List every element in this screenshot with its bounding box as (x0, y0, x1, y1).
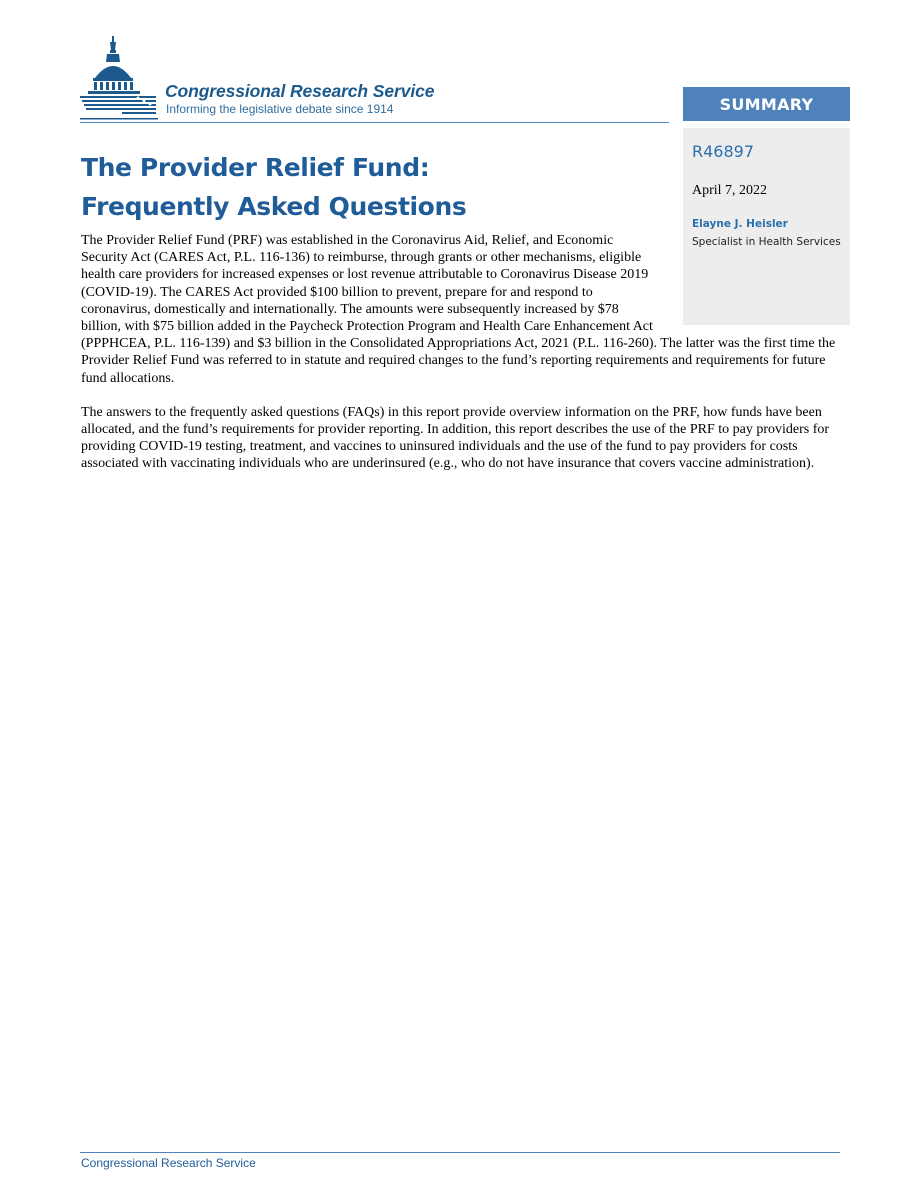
sidebar-wrap-spacer (654, 232, 841, 324)
document-body (81, 232, 841, 490)
header-divider (80, 122, 669, 123)
footer-divider (80, 1152, 840, 1153)
org-tagline: Informing the legislative debate since 1914 (166, 102, 394, 116)
title-line-1: The Provider Relief Fund: (81, 153, 430, 182)
author-title: Specialist in Health Services (692, 236, 841, 248)
report-date: April 7, 2022 (692, 183, 768, 198)
report-number: R46897 (692, 142, 755, 161)
title-line-2: Frequently Asked Questions (81, 192, 467, 221)
author-name: Elayne J. Heisler (692, 218, 788, 230)
summary-heading: SUMMARY (683, 87, 850, 121)
org-name: Congressional Research Service (165, 81, 435, 101)
document-title (81, 148, 641, 226)
body-paragraph: The Provider Relief Fund (PRF) was established in the Coronavirus Aid, Relief, and Economic Security Act (CARES Act, P.L. 116-136) to reimburse, through grants or other mechanisms, eligible health care providers for increased expenses or lost revenue attributable to Coronavirus Disease 2019 (COVID-19). The CARES Act provided $100 billion to prevent, prepare for and respond to coronavirus, domestically and internationally. The amounts were subsequently increased by $78 billion, with $75 billion added in the Paycheck Protection Program and Health Care Enhancement Act (PPPHCEA, P.L. 116-139) and $3 billion in the Consolidated Appropriations Act, 2021 (P.L. 116-260). The latter was the first time the Provider Relief Fund was referred to in statute and required changes to the fund’s reporting requirements and requirements for future fund allocations. (81, 233, 836, 386)
footer-text: Congressional Research Service (81, 1156, 256, 1170)
body-paragraph: The answers to the frequently asked questions (FAQs) in this report provide overview information on the PRF, how funds have been allocated, and the fund’s requirements for provider reporting. In addition, this report describes the use of the PRF to pay providers for providing COVID-19 testing, treatment, and vaccines to uninsured individuals and the use of the fund to pay providers for costs associated with vaccinating individuals who are underinsured (e.g., who do not have insurance that covers vaccine administration). (81, 404, 830, 472)
